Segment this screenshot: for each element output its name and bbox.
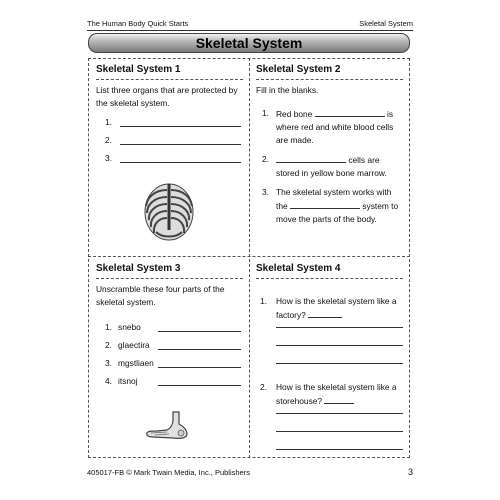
answer-blank[interactable] [120, 162, 241, 163]
item-number: 1. [262, 108, 269, 118]
item-number: 1. [260, 296, 267, 306]
answer-blank[interactable] [158, 385, 241, 386]
item-number: 3. [262, 187, 269, 197]
answer-blank[interactable] [158, 331, 241, 332]
question-text: How is the skeletal system like a storehouse? [276, 382, 397, 406]
answer-blank[interactable] [308, 308, 342, 318]
page-title: Skeletal System [195, 35, 303, 51]
item-number: 1. [105, 322, 112, 332]
heading-rule [256, 79, 403, 80]
grid-divider-horizontal [88, 256, 410, 257]
answer-blank[interactable] [120, 126, 241, 127]
activity-box-2 [256, 63, 403, 226]
activity-box-4 [256, 262, 403, 461]
box-instruction: Fill in the blanks. [256, 85, 319, 95]
answer-blank[interactable] [315, 107, 385, 117]
page-number: 3 [407, 467, 413, 477]
title-banner [88, 33, 410, 53]
box-heading: Skeletal System 3 [96, 263, 181, 274]
item-number: 2. [260, 382, 267, 392]
answer-line[interactable] [96, 132, 243, 150]
header-rule [87, 30, 413, 31]
box-heading: Skeletal System 2 [256, 64, 341, 75]
unscramble-item[interactable] [96, 373, 243, 391]
answer-line[interactable] [276, 345, 403, 357]
answer-line[interactable] [276, 431, 403, 443]
item-number: 4. [105, 376, 112, 386]
heading-rule [256, 278, 403, 279]
sentence-part: The skeletal system works with the [276, 187, 392, 211]
answer-line[interactable] [276, 449, 403, 461]
question-1 [256, 295, 403, 322]
unscramble-item[interactable] [96, 355, 243, 373]
sentence-part: Red bone [276, 109, 313, 119]
activity-box-3 [96, 262, 243, 391]
answer-blank[interactable] [120, 144, 241, 145]
foot-bone-illustration [143, 410, 191, 440]
scrambled-word: snebo [118, 322, 141, 332]
section-name: Skeletal System [359, 19, 413, 28]
item-number: 3. [105, 358, 112, 368]
item-number: 3. [105, 153, 112, 163]
box-instruction: Unscramble these four parts of the skeletal system. [96, 284, 225, 307]
item-number: 1. [105, 117, 112, 127]
copyright-text: 405017-FB © Mark Twain Media, Inc., Publishers [87, 468, 250, 477]
grid-divider-vertical [249, 58, 250, 458]
scrambled-word: glaectira [118, 340, 150, 350]
unscramble-item[interactable] [96, 337, 243, 355]
ribcage-illustration [142, 180, 196, 242]
answer-line[interactable] [96, 150, 243, 168]
answer-line[interactable] [96, 114, 243, 132]
question-text: How is the skeletal system like a factory? [276, 296, 397, 320]
fill-blank-2 [256, 153, 403, 180]
fill-blank-1 [256, 107, 403, 147]
scrambled-word: itsnoj [118, 376, 138, 386]
unscramble-item[interactable] [96, 319, 243, 337]
sentence-part: cells are stored in yellow bone marrow. [276, 155, 387, 178]
answer-line[interactable] [276, 363, 403, 375]
running-header [87, 18, 413, 30]
item-number: 2. [105, 340, 112, 350]
heading-rule [96, 79, 243, 80]
answer-blank[interactable] [158, 367, 241, 368]
heading-rule [96, 278, 243, 279]
question-2 [256, 381, 403, 408]
sentence-part: system to move the parts of the body. [276, 201, 399, 224]
answer-blank[interactable] [158, 349, 241, 350]
answer-blank[interactable] [276, 153, 346, 163]
box-heading: Skeletal System 1 [96, 64, 181, 75]
answer-blank[interactable] [324, 394, 354, 404]
activity-box-1 [96, 63, 243, 168]
item-number: 2. [105, 135, 112, 145]
answer-line[interactable] [276, 327, 403, 339]
answer-line[interactable] [276, 413, 403, 425]
book-title: The Human Body Quick Starts [87, 19, 189, 28]
item-number: 2. [262, 154, 269, 164]
box-instruction: List three organs that are protected by the skeletal system. [96, 85, 238, 108]
answer-blank[interactable] [290, 199, 360, 209]
sentence-part: is where red and white blood cells are made. [276, 109, 394, 145]
fill-blank-3 [256, 186, 403, 226]
scrambled-word: mgstliaen [118, 358, 154, 368]
box-heading: Skeletal System 4 [256, 263, 341, 274]
